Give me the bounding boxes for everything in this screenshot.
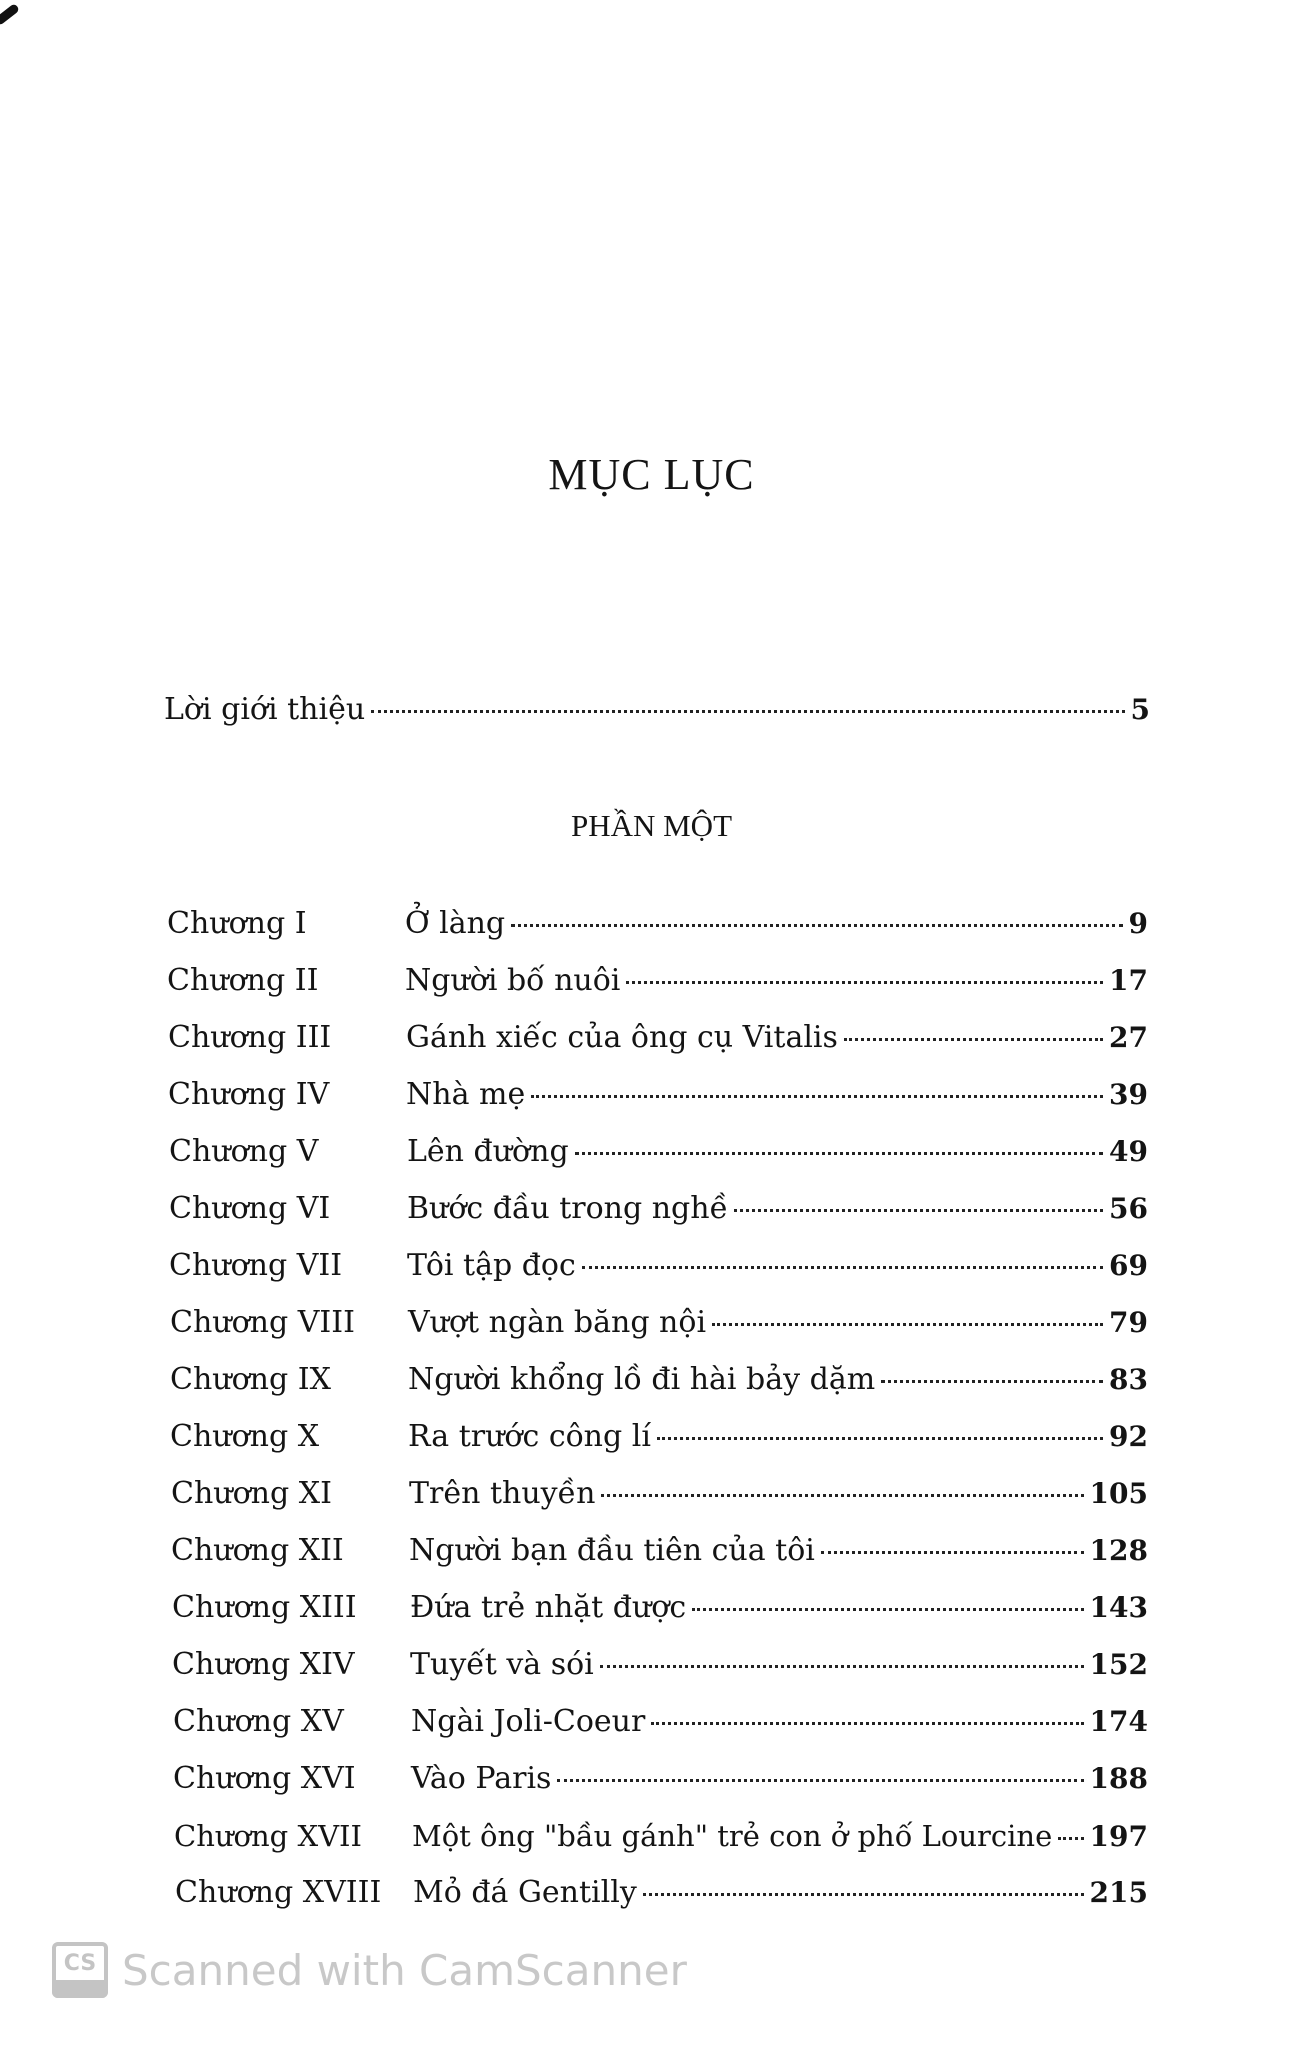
dot-leader xyxy=(651,1722,1083,1725)
camscanner-watermark xyxy=(52,1942,687,1998)
chapter-page: 69 xyxy=(1109,1249,1148,1282)
chapter-page: 39 xyxy=(1109,1078,1148,1111)
chapter-number: Chương XVIII xyxy=(175,1875,382,1910)
toc-row[interactable] xyxy=(169,1132,1148,1172)
chapter-page: 92 xyxy=(1109,1420,1148,1453)
chapter-page: 174 xyxy=(1089,1705,1148,1738)
chapter-number: Chương XI xyxy=(171,1476,332,1511)
dot-leader xyxy=(371,710,1124,713)
toc-row[interactable] xyxy=(170,1360,1148,1400)
chapter-title: Đứa trẻ nhặt được xyxy=(410,1590,687,1625)
chapter-title: Bước đầu trong nghề xyxy=(407,1191,729,1226)
scan-artifact-mark xyxy=(0,3,20,26)
dot-leader xyxy=(712,1323,1103,1326)
chapter-title: Ngài Joli-Coeur xyxy=(411,1704,646,1739)
dot-leader xyxy=(734,1209,1103,1212)
chapter-number: Chương III xyxy=(168,1020,332,1055)
chapter-page: 56 xyxy=(1109,1192,1148,1225)
dot-leader xyxy=(844,1038,1103,1041)
toc-row[interactable] xyxy=(168,1075,1148,1115)
chapter-title: Ra trước công lí xyxy=(408,1419,651,1454)
chapter-page: 128 xyxy=(1089,1534,1148,1567)
chapter-number: Chương XIV xyxy=(172,1647,355,1682)
dot-leader xyxy=(575,1152,1103,1155)
chapter-title: Gánh xiếc của ông cụ Vitalis xyxy=(406,1020,838,1055)
dot-leader xyxy=(626,981,1103,984)
chapter-page: 9 xyxy=(1128,907,1148,940)
chapter-title: Người bố nuôi xyxy=(405,963,621,998)
chapter-page: 215 xyxy=(1089,1876,1148,1909)
chapter-title: Vượt ngàn băng nội xyxy=(408,1305,707,1340)
toc-intro-page: 5 xyxy=(1130,693,1150,726)
chapter-number: Chương XV xyxy=(173,1704,344,1739)
chapter-number: Chương IV xyxy=(168,1077,330,1112)
chapter-page: 27 xyxy=(1109,1021,1148,1054)
chapter-title: Người bạn đầu tiên của tôi xyxy=(409,1533,815,1568)
chapter-page: 143 xyxy=(1089,1591,1148,1624)
toc-row[interactable] xyxy=(167,904,1148,944)
chapter-page: 49 xyxy=(1109,1135,1148,1168)
watermark-text: Scanned with CamScanner xyxy=(122,1945,687,1995)
chapter-title: Người khổng lồ đi hài bảy dặm xyxy=(408,1362,876,1397)
page-title: MỤC LỤC xyxy=(548,450,755,500)
chapter-number: Chương X xyxy=(170,1419,320,1454)
chapter-number: Chương V xyxy=(169,1134,319,1169)
toc-row[interactable] xyxy=(169,1246,1148,1286)
chapter-number: Chương XVI xyxy=(173,1761,356,1796)
toc-row[interactable] xyxy=(173,1759,1148,1799)
chapter-number: Chương XIII xyxy=(172,1590,357,1625)
dot-leader xyxy=(1058,1837,1083,1840)
chapter-title: Lên đường xyxy=(407,1134,569,1169)
chapter-title: Tôi tập đọc xyxy=(407,1248,576,1283)
section-heading: PHẦN MỘT xyxy=(570,808,733,843)
chapter-number: Chương IX xyxy=(170,1362,331,1397)
chapter-page: 197 xyxy=(1089,1820,1148,1853)
chapter-page: 83 xyxy=(1109,1363,1148,1396)
chapter-number: Chương VIII xyxy=(170,1305,355,1340)
chapter-title: Tuyết và sói xyxy=(410,1647,594,1682)
chapter-number: Chương I xyxy=(167,906,307,941)
chapter-number: Chương II xyxy=(167,963,319,998)
dot-leader xyxy=(600,1665,1084,1668)
chapter-page: 188 xyxy=(1089,1762,1148,1795)
chapter-number: Chương XVII xyxy=(174,1819,362,1853)
toc-row[interactable] xyxy=(168,1018,1148,1058)
chapter-number: Chương XII xyxy=(171,1533,344,1568)
dot-leader xyxy=(881,1380,1103,1383)
toc-row[interactable] xyxy=(170,1417,1148,1457)
chapter-page: 105 xyxy=(1089,1477,1148,1510)
toc-row[interactable] xyxy=(171,1531,1148,1571)
dot-leader xyxy=(692,1608,1083,1611)
chapter-page: 152 xyxy=(1089,1648,1148,1681)
camscanner-logo-icon: CS xyxy=(52,1942,108,1998)
dot-leader xyxy=(643,1893,1084,1896)
chapter-number: Chương VII xyxy=(169,1248,343,1283)
dot-leader xyxy=(557,1779,1083,1782)
chapter-title: Mỏ đá Gentilly xyxy=(413,1875,637,1910)
toc-row[interactable] xyxy=(175,1873,1148,1913)
toc-row[interactable] xyxy=(173,1702,1148,1742)
toc-row[interactable] xyxy=(172,1588,1148,1628)
chapter-title: Nhà mẹ xyxy=(406,1077,526,1112)
chapter-title: Một ông "bầu gánh" trẻ con ở phố Lourcine xyxy=(412,1819,1053,1853)
toc-row[interactable] xyxy=(167,961,1148,1001)
chapter-title: Vào Paris xyxy=(411,1761,552,1796)
chapter-title: Trên thuyền xyxy=(409,1476,596,1511)
toc-row[interactable] xyxy=(169,1189,1148,1229)
chapter-page: 17 xyxy=(1109,964,1148,997)
toc-row[interactable] xyxy=(174,1816,1148,1857)
chapter-page: 79 xyxy=(1109,1306,1148,1339)
dot-leader xyxy=(821,1551,1084,1554)
toc-row[interactable] xyxy=(171,1474,1148,1514)
dot-leader xyxy=(582,1266,1103,1269)
dot-leader xyxy=(511,924,1122,927)
chapter-number: Chương VI xyxy=(169,1191,331,1226)
dot-leader xyxy=(601,1494,1083,1497)
toc-intro-label: Lời giới thiệu xyxy=(164,692,366,727)
dot-leader xyxy=(531,1095,1103,1098)
toc-row[interactable] xyxy=(172,1645,1148,1685)
chapter-title: Ở làng xyxy=(405,906,506,941)
dot-leader xyxy=(657,1437,1103,1440)
toc-row[interactable] xyxy=(170,1303,1148,1343)
toc-intro-row[interactable] xyxy=(164,690,1150,730)
